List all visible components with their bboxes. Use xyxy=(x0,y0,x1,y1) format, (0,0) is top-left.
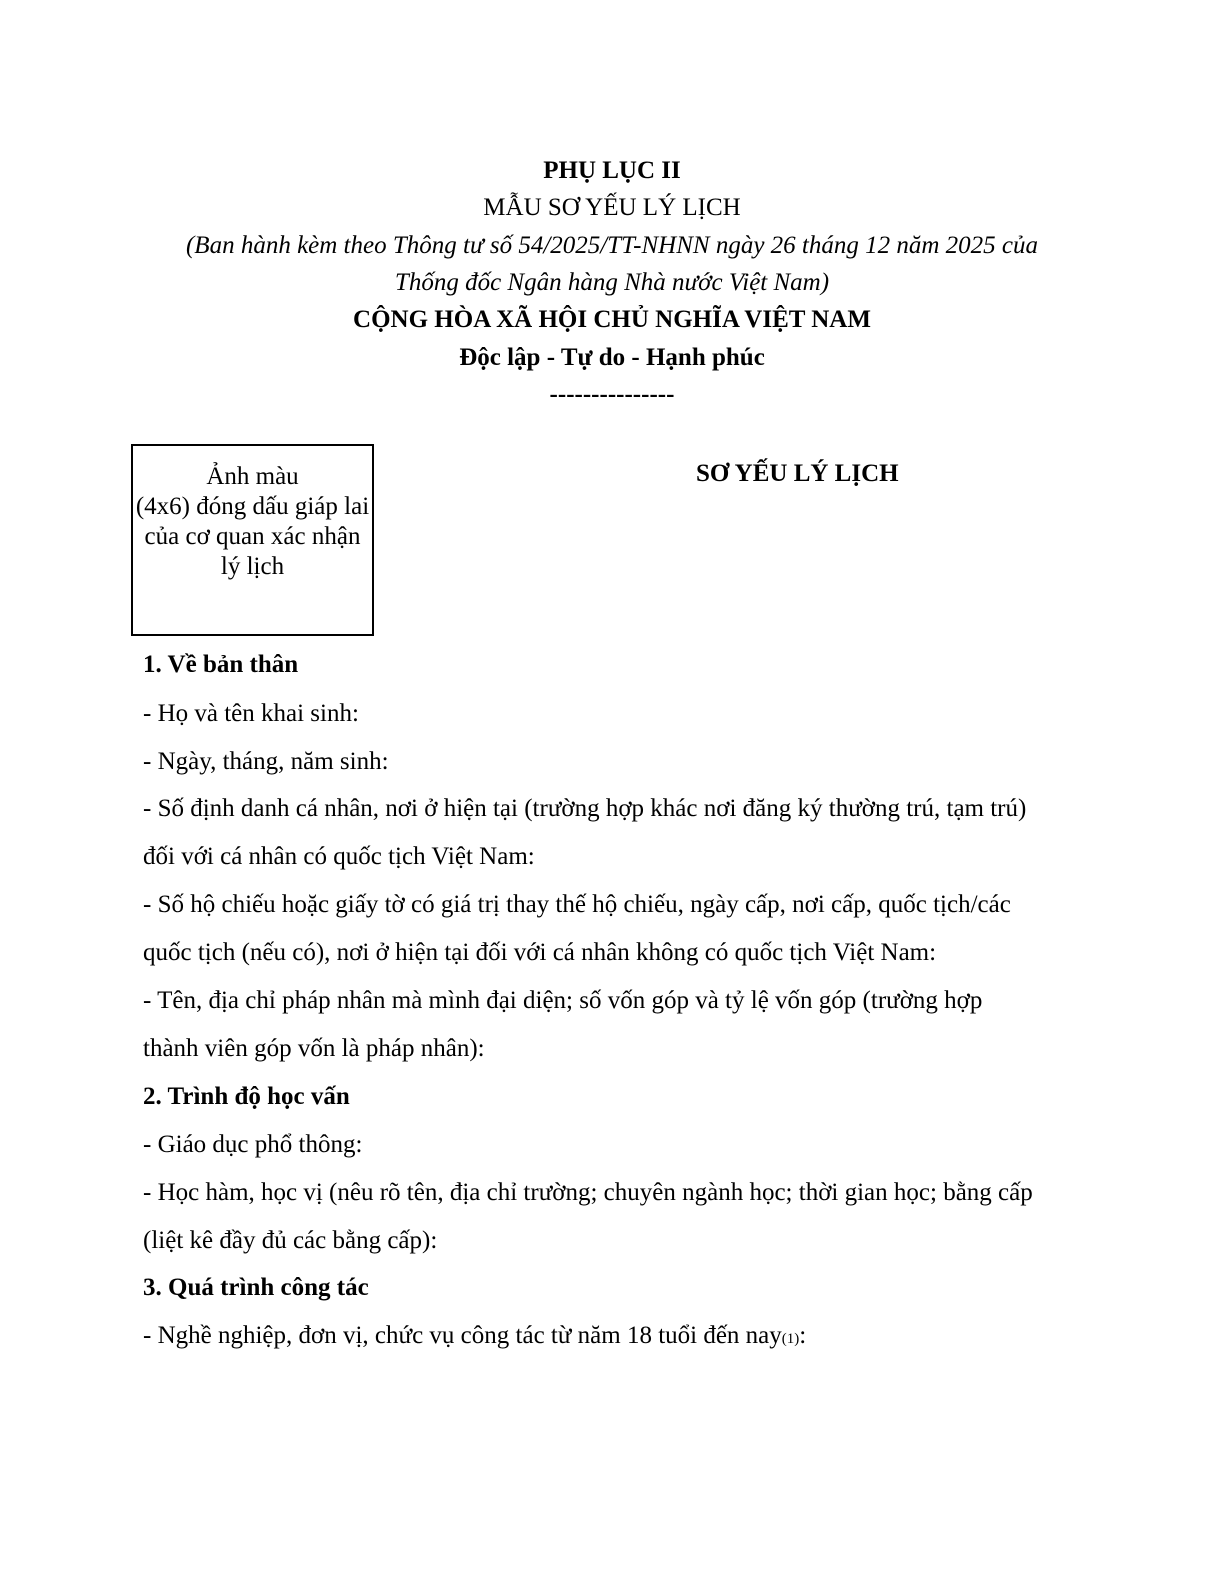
photo-placeholder-box xyxy=(131,444,374,636)
appendix-heading: PHỤ LỤC II xyxy=(543,157,681,184)
field-personal-id-line-1: - Số định danh cá nhân, nơi ở hiện tại (trường hợp khác nơi đăng ký thường trú, tạm trú) xyxy=(143,795,1027,822)
field-degrees-line-2: (liệt kê đầy đủ các bằng cấp): xyxy=(143,1227,438,1254)
document-title: SƠ YẾU LÝ LỊCH xyxy=(696,460,899,487)
field-passport-line-1: - Số hộ chiếu hoặc giấy tờ có giá trị thay thế hộ chiếu, ngày cấp, nơi cấp, quốc tịch/các xyxy=(143,891,1011,918)
national-motto: Độc lập - Tự do - Hạnh phúc xyxy=(459,344,765,371)
footnote-ref-1: (1) xyxy=(781,1331,800,1347)
field-work-history-colon: : xyxy=(799,1322,807,1349)
issued-by-line-1: (Ban hành kèm theo Thông tư số 54/2025/TT-NHNN ngày 26 tháng 12 năm 2025 của xyxy=(185,232,1039,259)
section-2-heading: 2. Trình độ học vấn xyxy=(143,1083,350,1110)
form-name: MẪU SƠ YẾU LÝ LỊCH xyxy=(483,194,741,221)
field-degrees-line-1: - Học hàm, học vị (nêu rõ tên, địa chỉ trường; chuyên ngành học; thời gian học; bằng cấp xyxy=(143,1179,1033,1206)
field-date-of-birth: - Ngày, tháng, năm sinh: xyxy=(143,748,389,775)
photo-label-line-4: lý lịch xyxy=(220,553,285,580)
field-passport-line-2: quốc tịch (nếu có), nơi ở hiện tại đối với cá nhân không có quốc tịch Việt Nam: xyxy=(143,939,937,966)
issued-by-line-2: Thống đốc Ngân hàng Nhà nước Việt Nam) xyxy=(394,269,830,296)
field-legal-entity-line-2: thành viên góp vốn là pháp nhân): xyxy=(143,1035,485,1062)
photo-label-line-3: của cơ quan xác nhận xyxy=(144,523,361,550)
country-name: CỘNG HÒA XÃ HỘI CHỦ NGHĨA VIỆT NAM xyxy=(353,306,871,333)
section-1-heading: 1. Về bản thân xyxy=(143,651,299,678)
photo-label-line-2: (4x6) đóng dấu giáp lai xyxy=(135,493,370,520)
photo-label-line-1: Ảnh màu xyxy=(206,463,299,490)
section-3-heading: 3. Quá trình công tác xyxy=(143,1274,369,1301)
header-divider: --------------- xyxy=(549,381,675,408)
field-work-history xyxy=(143,1318,806,1357)
field-general-education: - Giáo dục phổ thông: xyxy=(143,1131,363,1158)
field-legal-entity-line-1: - Tên, địa chỉ pháp nhân mà mình đại diện; số vốn góp và tỷ lệ vốn góp (trường hợp xyxy=(143,987,983,1014)
field-full-name: - Họ và tên khai sinh: xyxy=(143,700,359,727)
field-work-history-text: - Nghề nghiệp, đơn vị, chức vụ công tác từ năm 18 tuổi đến nay xyxy=(143,1322,782,1349)
field-personal-id-line-2: đối với cá nhân có quốc tịch Việt Nam: xyxy=(143,843,535,870)
